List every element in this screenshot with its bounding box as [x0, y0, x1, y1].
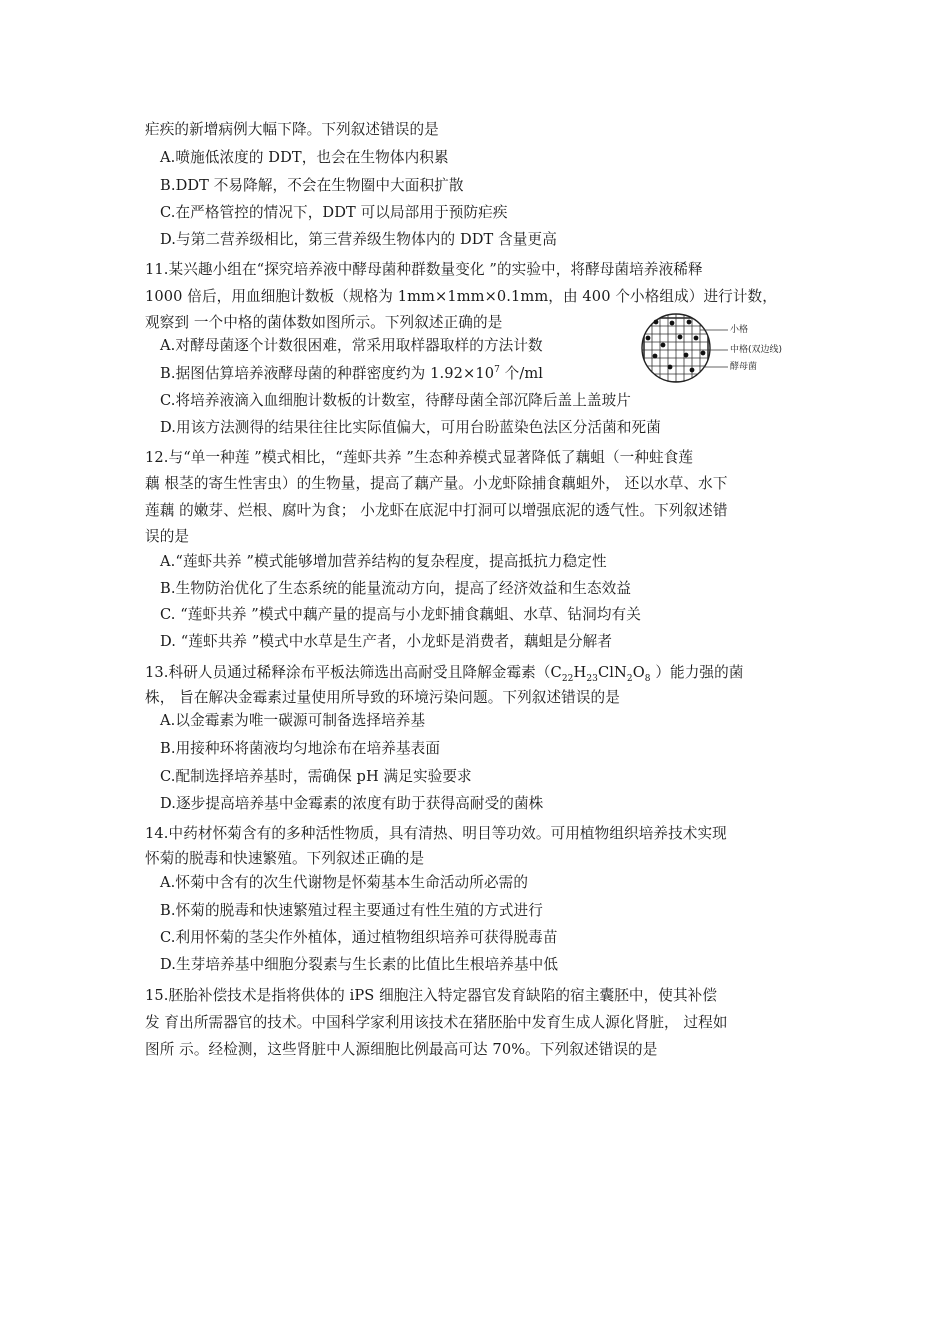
q15-stem-line-2: 发 育出所需器官的技术。中国科学家利用该技术在猪胚胎中发育生成人源化肾脏， 过程如 [145, 1014, 728, 1031]
q12-option-d: D. “莲虾共养 ”模式中水草是生产者，小龙虾是消费者，藕蛆是分解者 [160, 633, 613, 650]
q12-option-b: B.生物防治优化了生态系统的能量流动方向，提高了经济效益和生态效益 [160, 580, 632, 597]
q14-option-a: A.怀菊中含有的次生代谢物是怀菊基本生命活动所必需的 [160, 874, 529, 891]
q10-option-c: C.在严格管控的情况下，DDT 可以局部用于预防疟疾 [160, 204, 508, 221]
q11-option-a: A.对酵母菌逐个计数很困难，常采用取样器取样的方法计数 [160, 337, 543, 354]
q14-option-c: C.利用怀菊的茎尖作外植体，通过植物组织培养可获得脱毒苗 [160, 929, 558, 946]
q12-option-c: C. “莲虾共养 ”模式中藕产量的提高与小龙虾捕食藕蛆、水草、钻洞均有关 [160, 606, 641, 623]
q11-stem-line-1: 11.某兴趣小组在“探究培养液中酵母菌种群数量变化 ”的实验中，将酵母菌培养液稀释 [145, 261, 703, 278]
q13-stem-line-1: 13.科研人员通过稀释涂布平板法筛选出高耐受且降解金霉素（$C_{22}H_{23}ClN_2O_8$ ）能力强的菌 [145, 664, 744, 684]
q13-option-d: D.逐步提高培养基中金霉素的浓度有助于获得高耐受的菌株 [160, 795, 544, 812]
q13-option-b: B.用接种环将菌液均匀地涂布在培养基表面 [160, 740, 441, 757]
label-yeast: 酵母菌 [730, 362, 758, 372]
q13-option-a: A.以金霉素为唯一碳源可制备选择培养基 [160, 712, 426, 729]
q10-stem-tail: 疟疾的新增病例大幅下降。下列叙述错误的是 [145, 121, 439, 138]
q15-stem-line-3: 图所 示。经检测，这些肾脏中人源细胞比例最高可达 70%。下列叙述错误的是 [145, 1041, 658, 1058]
q12-stem-line-1: 12.与“单一种莲 ”模式相比，“莲虾共养 ”生态种养模式显著降低了藕蛆（一种蛀食莲 [145, 449, 694, 466]
q13-option-c: C.配制选择培养基时，需确保 pH 满足实验要求 [160, 768, 472, 785]
q10-option-a: A.喷施低浓度的 DDT，也会在生物体内积累 [160, 149, 449, 166]
q12-option-a: A.“莲虾共养 ”模式能够增加营养结构的复杂程度，提高抵抗力稳定性 [160, 553, 607, 570]
q10-option-b: B.DDT 不易降解，不会在生物圈中大面积扩散 [160, 177, 464, 194]
q11-stem-line-2: 1000 倍后，用血细胞计数板（规格为 1mm×1mm×0.1mm，由 400 个小格组成）进行计数， [145, 288, 777, 305]
hemocytometer-grid-drawing [628, 312, 728, 384]
q14-stem-line-2: 怀菊的脱毒和快速繁殖。下列叙述正确的是 [145, 850, 425, 867]
label-small-square: 小格 [730, 325, 749, 335]
q14-option-b: B.怀菊的脱毒和快速繁殖过程主要通过有性生殖的方式进行 [160, 902, 543, 919]
q10-option-d: D.与第二营养级相比，第三营养级生物体内的 DDT 含量更高 [160, 231, 557, 248]
q12-stem-line-2: 藕 根茎的寄生性害虫）的生物量，提高了藕产量。小龙虾除捕食藕蛆外， 还以水草、水下 [145, 475, 728, 492]
q14-option-d: D.生芽培养基中细胞分裂素与生长素的比值比生根培养基中低 [160, 956, 559, 973]
q11-option-b: B.据图估算培养液酵母菌的种群密度约为 $1.92\times 10^7$ 个/ml [160, 365, 544, 382]
q13-stem-line-2: 株， 旨在解决金霉素过量使用所导致的环境污染问题。下列叙述错误的是 [145, 689, 620, 706]
q15-stem-line-1: 15.胚胎补偿技术是指将供体的 iPS 细胞注入特定器官发育缺陷的宿主囊胚中，使其补偿 [145, 987, 718, 1004]
q14-stem-line-1: 14.中药材怀菊含有的多种活性物质，具有清热、明目等功效。可用植物组织培养技术实现 [145, 825, 727, 842]
label-medium-square: 中格(双边线) [730, 345, 783, 355]
q11-stem-line-3: 观察到 一个中格的菌体数如图所示。下列叙述正确的是 [145, 314, 503, 331]
q12-stem-line-3: 莲藕 的嫩芽、烂根、腐叶为食； 小龙虾在底泥中打洞可以增强底泥的透气性。下列叙述错 [145, 502, 728, 519]
q12-stem-line-4: 误的是 [145, 528, 190, 545]
hemocytometer-figure [628, 312, 808, 384]
q11-option-c: C.将培养液滴入血细胞计数板的计数室，待酵母菌全部沉降后盖上盖玻片 [160, 392, 631, 409]
q11-option-d: D.用该方法测得的结果往往比实际值偏大，可用台盼蓝染色法区分活菌和死菌 [160, 419, 661, 436]
